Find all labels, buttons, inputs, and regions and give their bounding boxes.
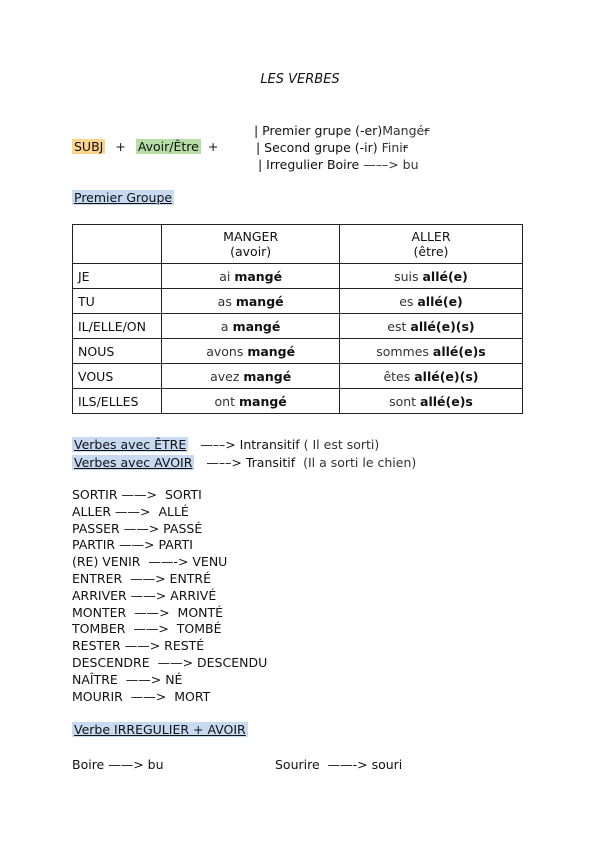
header-aux: (être) [413,244,449,259]
auxiliary-form: ai [219,268,231,284]
section-heading-text: Premier Groupe [74,190,173,205]
list-item: MONTER ——> MONTÉ [72,604,224,620]
header-cell-empty [73,225,162,264]
list-item: MOURIR ——> MORT [72,688,211,704]
auxiliary-form: sommes [376,343,429,359]
list-item: (RE) VENIR ——-> VENU [72,554,228,570]
group-label: | Irregulier Boire [258,157,360,172]
rule-label: Verbes avec AVOIR [74,455,193,470]
past-participle: allé(e)(s) [414,368,479,384]
group-example: Mangé [382,123,425,138]
auxiliary-form: avons [206,343,244,359]
past-participle: allé(e) [417,293,463,309]
table-row [73,314,523,339]
subject-label: SUBJ [74,139,104,154]
auxiliary-form: as [217,293,232,309]
table-row [73,289,523,314]
rule-arrow: —––> [200,437,240,452]
aller-cell [339,289,522,314]
list-item: TOMBER ——> TOMBÉ [72,621,222,637]
table-row [73,364,523,389]
section-heading-text: Verbe IRREGULIER + AVOIR [74,722,246,737]
pronoun-cell: TU [73,289,162,314]
rule-example: ( Il est sorti) [299,437,380,452]
table-row [73,389,523,414]
rule-arrow: —––> [206,455,246,470]
manger-cell [162,314,340,339]
irregular-item-sourire: Sourire ——-> souri [275,757,403,772]
header-cell-aller [339,225,522,264]
manger-cell [162,289,340,314]
header-aux: (avoir) [230,244,272,259]
header-verb: ALLER [411,229,451,244]
table-row [73,339,523,364]
group-example-mark: r [424,123,430,138]
past-participle: allé(e) [422,268,468,284]
auxiliary-form: es [399,293,414,309]
pronoun-cell: ILS/ELLES [73,389,162,414]
aller-cell [339,264,522,289]
group-label: | Second grupe (-ir) [256,140,378,155]
past-participle: allé(e)s [432,343,486,359]
past-participle: mangé [243,368,292,384]
aller-cell [339,314,522,339]
rule-example: (Il a sorti le chien) [295,455,417,470]
header-cell-manger [162,225,340,264]
rule-etre [72,437,379,452]
plus-sign: + [115,139,126,154]
past-participle: mangé [247,343,296,359]
past-participle: allé(e)s [420,393,473,409]
list-item: PASSER ——> PASSÉ [72,520,203,536]
list-item: ARRIVER ——> ARRIVÉ [72,587,217,603]
manger-cell [162,339,340,364]
aller-cell [339,339,522,364]
aller-cell [339,364,522,389]
auxiliary-form: sont [389,393,417,409]
list-item: RESTER ——> RESTÉ [72,638,205,654]
rule-avoir [72,455,416,470]
pronoun-cell: JE [73,264,162,289]
document-title: LES VERBES [260,72,340,87]
group-line-2 [256,140,408,155]
rule-kind: Transitif [245,455,296,470]
past-participle: mangé [238,393,287,409]
irregular-item-boire: Boire ——> bu [72,757,164,772]
plus-sign: + [207,139,219,154]
section-heading-premier-groupe [72,190,174,205]
conjugation-table [72,224,523,414]
past-participle: mangé [234,268,283,284]
group-example-mark: r [402,140,408,155]
past-participle: mangé [232,318,281,334]
auxiliary-form: suis [394,268,419,284]
pronoun-cell: IL/ELLE/ON [73,314,162,339]
list-item: NAÎTRE ——> NÉ [72,671,183,687]
list-item: PARTIR ——> PARTI [72,537,193,553]
table-header-row [73,225,523,264]
group-example: Fini [381,140,403,155]
group-line-1 [254,123,429,138]
pronoun-cell: VOUS [73,364,162,389]
section-heading-irregulier [72,722,248,737]
list-item: SORTIR ——> SORTI [72,487,202,502]
header-verb: MANGER [223,229,279,244]
formula-line [72,139,218,154]
rule-kind: Intransitif [239,437,300,452]
past-participle: mangé [235,293,284,309]
manger-cell [162,389,340,414]
group-label: | Premier grupe (-er) [254,123,383,138]
auxiliary-form: ont [214,393,235,409]
auxiliary-form: est [387,318,407,334]
manger-cell [162,264,340,289]
list-item: ALLER ——> ALLÉ [72,503,189,519]
table-row [73,264,523,289]
manger-cell [162,364,340,389]
group-example: —––> bu [363,157,419,172]
auxiliary-label: Avoir/Être [137,139,199,154]
group-line-3 [258,157,419,172]
rule-label: Verbes avec ÊTRE [74,437,187,452]
etre-verb-list [72,487,267,705]
list-item: DESCENDRE ——> DESCENDU [72,654,268,670]
auxiliary-form: avez [210,368,240,384]
aller-cell [339,389,522,414]
auxiliary-form: êtes [383,368,411,384]
past-participle: allé(e)(s) [410,318,475,334]
pronoun-cell: NOUS [73,339,162,364]
auxiliary-form: a [220,318,229,334]
list-item: ENTRER ——> ENTRÉ [72,570,212,586]
